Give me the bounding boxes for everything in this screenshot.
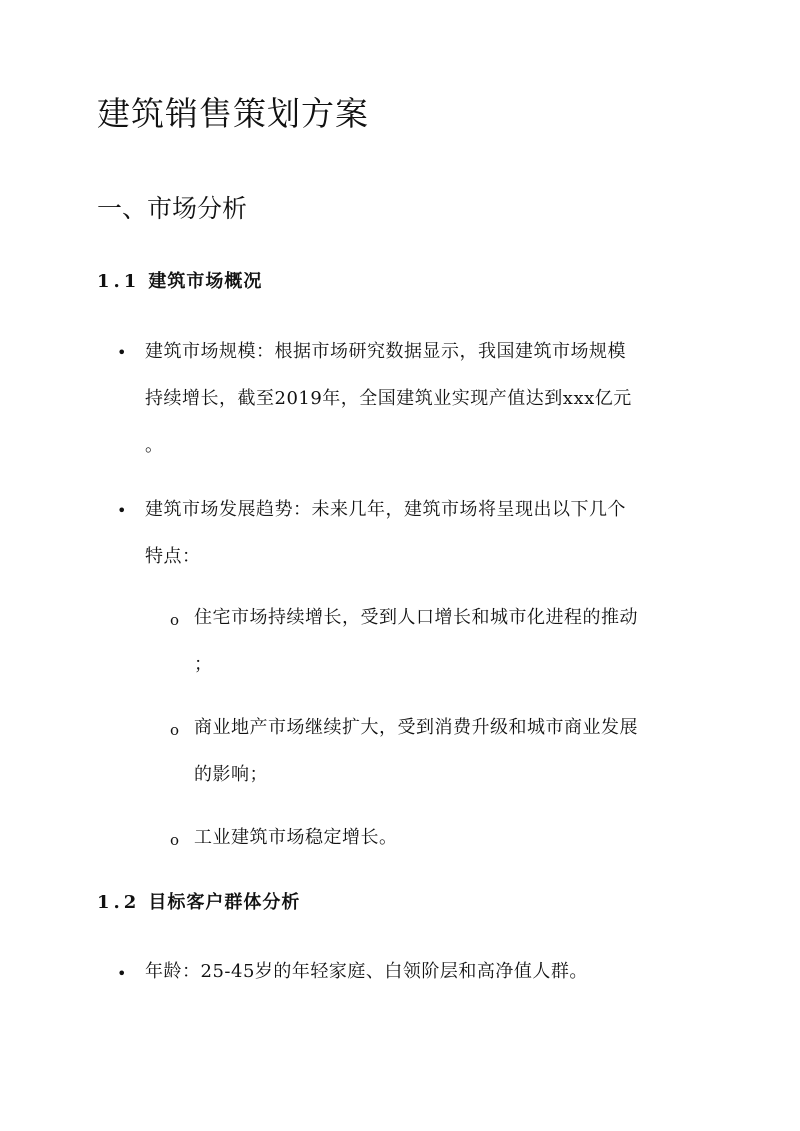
circle-marker: o — [170, 721, 180, 739]
list-item-market-scale — [145, 328, 705, 469]
text-line: ； — [194, 654, 213, 675]
text-line: 的影响； — [194, 764, 268, 785]
subsection-title: 目标客户群体分析 — [148, 892, 301, 913]
circle-marker: o — [170, 831, 180, 849]
subsection-title: 建筑市场概况 — [148, 271, 263, 292]
list-item-market-trend — [145, 486, 705, 580]
bullet-marker: • — [117, 501, 127, 520]
sub-list-item-commercial — [194, 704, 704, 798]
text-line: 建筑市场规模：根据市场研究数据显示，我国建筑市场规模 — [145, 341, 626, 362]
text-line: 商业地产市场继续扩大，受到消费升级和城市商业发展 — [194, 717, 638, 738]
bullet-marker: • — [117, 343, 127, 362]
text-line: 持续增长，截至2019年，全国建筑业实现产值达到xxx亿元 — [145, 388, 632, 409]
sub-list-item-residential — [194, 594, 704, 688]
subsection-heading-1-2 — [97, 891, 300, 914]
text-line: 建筑市场发展趋势：未来几年，建筑市场将呈现出以下几个 — [145, 499, 626, 520]
text-line: 特点： — [145, 546, 201, 567]
sub-list-item-industrial — [194, 814, 704, 861]
subsection-number: 1.2 — [97, 892, 141, 913]
text-line: 工业建筑市场稳定增长。 — [194, 827, 398, 848]
text-line: 住宅市场持续增长，受到人口增长和城市化进程的推动 — [194, 607, 638, 628]
subsection-number: 1.1 — [97, 271, 141, 292]
bullet-marker: • — [117, 964, 127, 983]
list-item-age — [145, 948, 705, 995]
section-heading-market-analysis: 一、市场分析 — [97, 194, 248, 223]
subsection-heading-1-1 — [97, 270, 262, 293]
text-line: 。 — [145, 435, 164, 456]
text-line: 年龄：25-45岁的年轻家庭、白领阶层和高净值人群。 — [145, 961, 588, 982]
document-title: 建筑销售策划方案 — [97, 94, 369, 133]
circle-marker: o — [170, 611, 180, 629]
